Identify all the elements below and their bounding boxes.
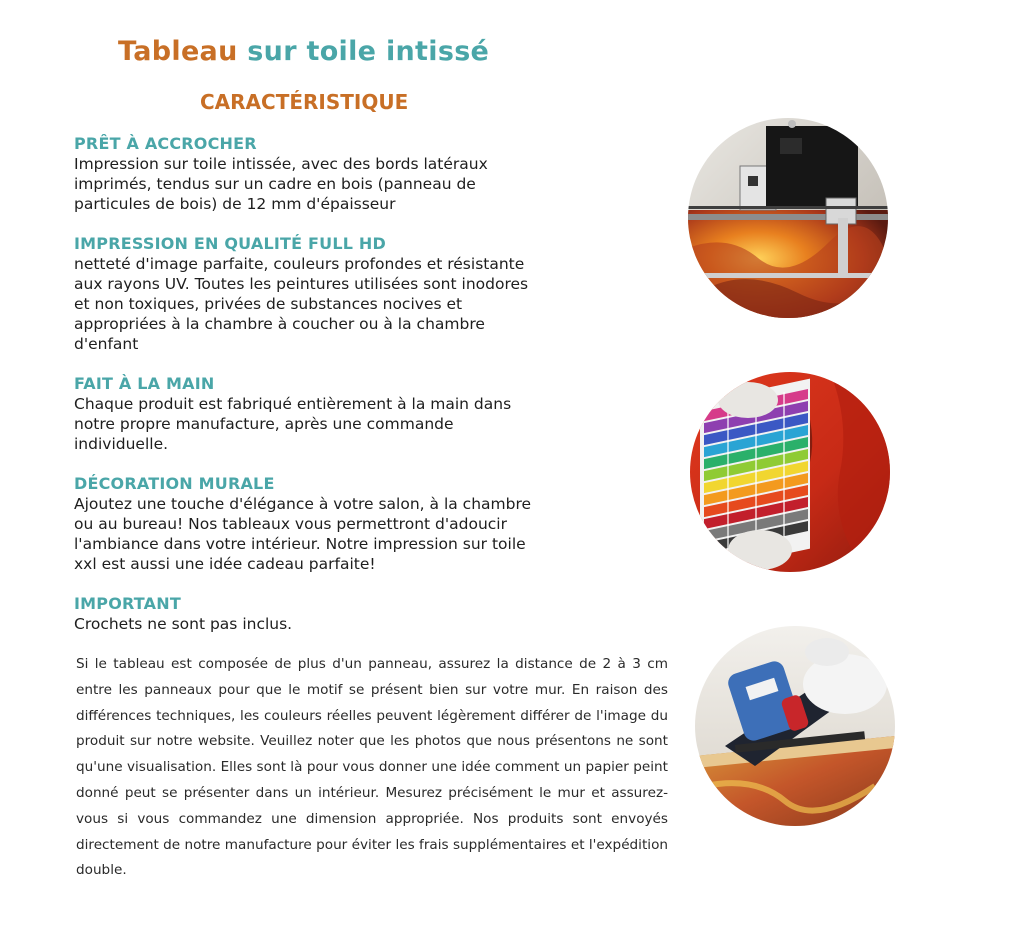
staple-gun-photo-icon [695, 626, 895, 826]
printer-photo-icon [688, 118, 888, 318]
page-title [118, 36, 489, 67]
section-body: netteté d'image parfaite, couleurs profondes et résistante aux rayons UV. Toutes les peintures utilisées sont inodores et non toxiques, privées de substances nocives et appropriées à la chambre à coucher ou à la chambre d'enfant [74, 255, 529, 353]
section-heading: PRÊT À ACCROCHER [74, 134, 257, 153]
section-body: Impression sur toile intissée, avec des bords latéraux imprimés, tendus sur un cadre en bois (panneau de particules de bois) de 12 mm d'épaisseur [74, 155, 488, 213]
section-heading: FAIT À LA MAIN [74, 374, 215, 393]
section-important [74, 594, 634, 634]
section-body: Chaque produit est fabriqué entièrement à la main dans notre propre manufacture, après une commande individuelle. [74, 395, 512, 453]
color-swatch-photo-icon [690, 372, 890, 572]
section-ready-to-hang [74, 134, 634, 214]
section-body: Crochets ne sont pas inclus. [74, 615, 293, 633]
section-body: Ajoutez une touche d'élégance à votre salon, à la chambre ou au bureau! Nos tableaux vous permettront d'adoucir l'ambiance dans votre intérieur. Notre impression sur toile xxl est aussi une idée cadeau parfaite! [74, 495, 532, 573]
section-heading: IMPORTANT [74, 594, 181, 613]
title-part-2: sur toile intissé [247, 36, 490, 67]
section-heading: IMPRESSION EN QUALITÉ FULL HD [74, 234, 386, 253]
page-subtitle: CARACTÉRISTIQUE [200, 90, 409, 114]
notice-paragraph: Si le tableau est composée de plus d'un panneau, assurez la distance de 2 à 3 cm entre les panneaux pour que le motif se présent bien sur votre mur. En raison des différences techniques, les couleurs réelles peuvent légèrement différer de l'image du produit sur notre website. Veuillez noter que les photos que nous présentons ne sont qu'une visualisation. Elles sont là pour vous donner une idée comment un papier peint donné peut se présenter dans un intérieur. Mesurez précisément le mur et assurez-vous si vous commandez une dimension appropriée. Nos produits sont envoyés directement de notre manufacture pour éviter les frais supplémentaires et l'expédition double. [76, 656, 668, 879]
section-print-quality [74, 234, 634, 354]
section-heading: DÉCORATION MURALE [74, 474, 275, 493]
section-handmade [74, 374, 634, 454]
section-wall-decoration [74, 474, 634, 574]
title-part-1: Tableau [118, 36, 238, 67]
